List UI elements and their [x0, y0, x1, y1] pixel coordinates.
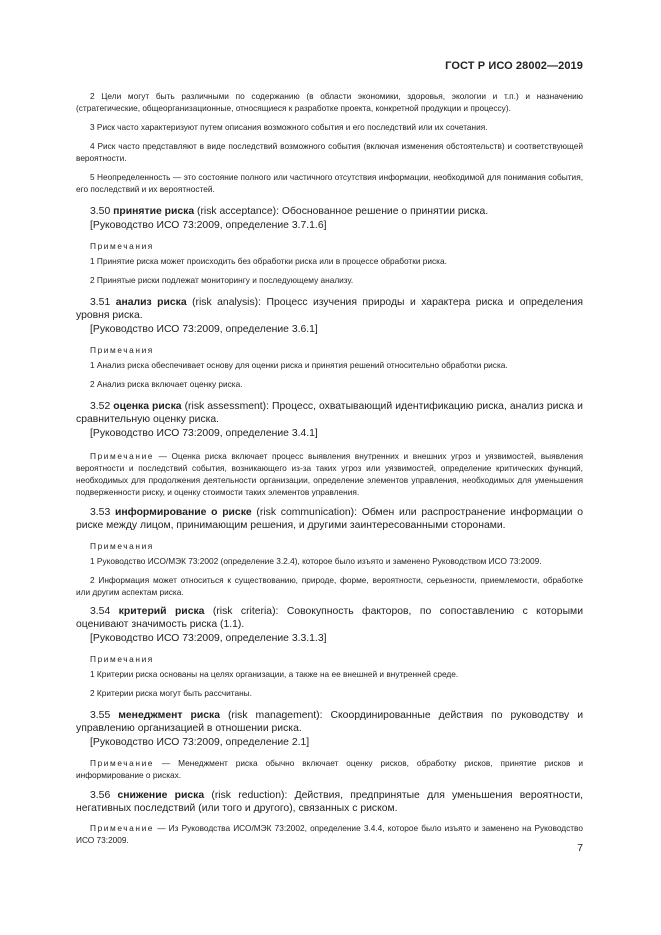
term-name: информирование о риске [114, 507, 252, 518]
notes-heading: Примечания [90, 241, 154, 251]
term-reference: [Руководство ИСО 73:2009, определение 3.6.1] [90, 324, 318, 335]
note-paragraph: 2 Принятые риски подлежат мониторингу и последующему анализу. [90, 275, 354, 285]
note-paragraph [76, 822, 583, 846]
term-text: : Действия, предпринятые для уменьшения вероятности, негативных последствий (или того и другого), связанных с риском. [76, 790, 584, 814]
term-name: критерий риска [118, 606, 205, 617]
note-text: — Оценка риска включает процесс выявления внутренних и внешних угроз и уязвимостей, выявления вероятности и последствий события, возникающего из-за таких угроз или уязвимостей, определение критических функций, необходимых для продолжения деятельности организации, определение элементов управления, необходимых для уменьшения подверженности риску, и оценку стоимости таких элементов управления. [76, 451, 583, 497]
term-definition [76, 605, 583, 631]
term-text: : Скоординированные действия по руководству и управлению организацией в отношении риска. [76, 710, 584, 734]
term-number: 3.50 [90, 206, 111, 217]
note-paragraph: 1 Руководство ИСО/МЭК 73:2002 (определение 3.2.4), которое было изъято и заменено Руководством ИСО 73:2009. [90, 556, 542, 566]
term-name: снижение риска [117, 790, 205, 801]
term-english: (risk criteria) [212, 606, 276, 617]
term-english: (risk communication) [256, 507, 355, 518]
term-text: : Обмен или распространение информации о риске между лицом, принимающим решения, и другими заинтересованными сторонами. [76, 507, 583, 531]
term-name: менеджмент риска [118, 710, 220, 721]
page-number: 7 [577, 843, 583, 854]
term-english: (risk acceptance) [197, 206, 277, 217]
term-name: принятие риска [113, 206, 195, 217]
note-text: — Из Руководства ИСО/МЭК 73:2002, определение 3.4.4, которое было изъято и заменено на Руководство ИСО 73:2009. [76, 823, 583, 845]
note-paragraph: 2 Информация может относиться к существованию, природе, форме, вероятности, серьезности, приемлемости, обработке или другим аспектам риска. [76, 575, 583, 597]
term-english: (risk analysis) [192, 297, 259, 308]
notes-heading: Примечания [90, 541, 154, 551]
term-english: (risk reduction) [211, 790, 285, 801]
page-content [76, 90, 583, 853]
note-paragraph: 2 Критерии риска могут быть рассчитаны. [90, 688, 252, 698]
standard-header: ГОСТ Р ИСО 28002—2019 [445, 60, 583, 72]
term-number: 3.54 [90, 606, 111, 617]
notes-heading: Примечания [90, 654, 154, 664]
note-paragraph: 1 Критерии риска основаны на целях организации, а также на ее внешней и внутренней среде. [90, 669, 459, 679]
note-paragraph: 1 Анализ риска обеспечивает основу для оценки риска и принятия решений относительно обработки риска. [90, 360, 508, 370]
note-label: Примечание [90, 823, 155, 833]
note-paragraph [76, 757, 583, 781]
term-name: оценка риска [113, 401, 182, 412]
term-definition [76, 789, 583, 815]
term-definition [76, 205, 583, 218]
notes-heading: Примечания [90, 345, 154, 355]
term-number: 3.52 [90, 401, 111, 412]
term-name: анализ риска [115, 297, 187, 308]
note-paragraph: 3 Риск часто характеризуют путем описания возможного события и его последствий или их сочетания. [90, 122, 488, 132]
term-number: 3.56 [90, 790, 111, 801]
note-text: — Менеджмент риска обычно включает оценку рисков, обработку рисков, принятие рисков и информирование о рисках. [76, 758, 583, 780]
term-number: 3.53 [90, 507, 111, 518]
term-english: (risk assessment) [184, 401, 267, 412]
note-paragraph [76, 450, 583, 498]
term-definition [76, 709, 583, 735]
note-label: Примечание [90, 758, 155, 768]
note-paragraph: 4 Риск часто представляют в виде последствий возможного события (включая изменения обстоятельств) и соответствующей вероятности. [76, 141, 583, 163]
note-label: Примечание [90, 451, 155, 461]
term-text: : Процесс, охватывающий идентификацию риска, анализ риска и сравнительную оценку риска. [76, 401, 583, 425]
term-reference: [Руководство ИСО 73:2009, определение 3.7.1.6] [90, 220, 327, 231]
note-paragraph: 2 Цели могут быть различными по содержанию (в области экономики, здоровья, экологии и т.п.) и назначению (стратегические, общеорганизационные, относящиеся к разработке проекта, конкретной продукции и процессу). [76, 91, 583, 113]
term-reference: [Руководство ИСО 73:2009, определение 2.1] [90, 737, 310, 748]
note-paragraph: 2 Анализ риска включает оценку риска. [90, 379, 243, 389]
term-number: 3.55 [90, 710, 111, 721]
term-text: : Обоснованное решение о принятии риска. [276, 206, 489, 217]
note-paragraph: 1 Принятие риска может происходить без обработки риска или в процессе обработки риска. [90, 256, 447, 266]
term-text: : Совокупность факторов, по сопоставлению с которыми оценивают значимость риска (1.1). [76, 606, 584, 630]
term-text: : Процесс изучения природы и характера риска и определения уровня риска. [76, 297, 583, 321]
note-paragraph: 5 Неопределенность — это состояние полного или частичного отсутствия информации, необходимой для понимания события, его последствий и их вероятностей. [76, 172, 583, 194]
term-reference: [Руководство ИСО 73:2009, определение 3.3.1.3] [90, 633, 327, 644]
term-number: 3.51 [90, 297, 111, 308]
term-definition [76, 296, 583, 322]
term-reference: [Руководство ИСО 73:2009, определение 3.4.1] [90, 428, 318, 439]
term-definition [76, 400, 583, 426]
term-definition [76, 506, 583, 532]
term-english: (risk management) [227, 710, 320, 721]
